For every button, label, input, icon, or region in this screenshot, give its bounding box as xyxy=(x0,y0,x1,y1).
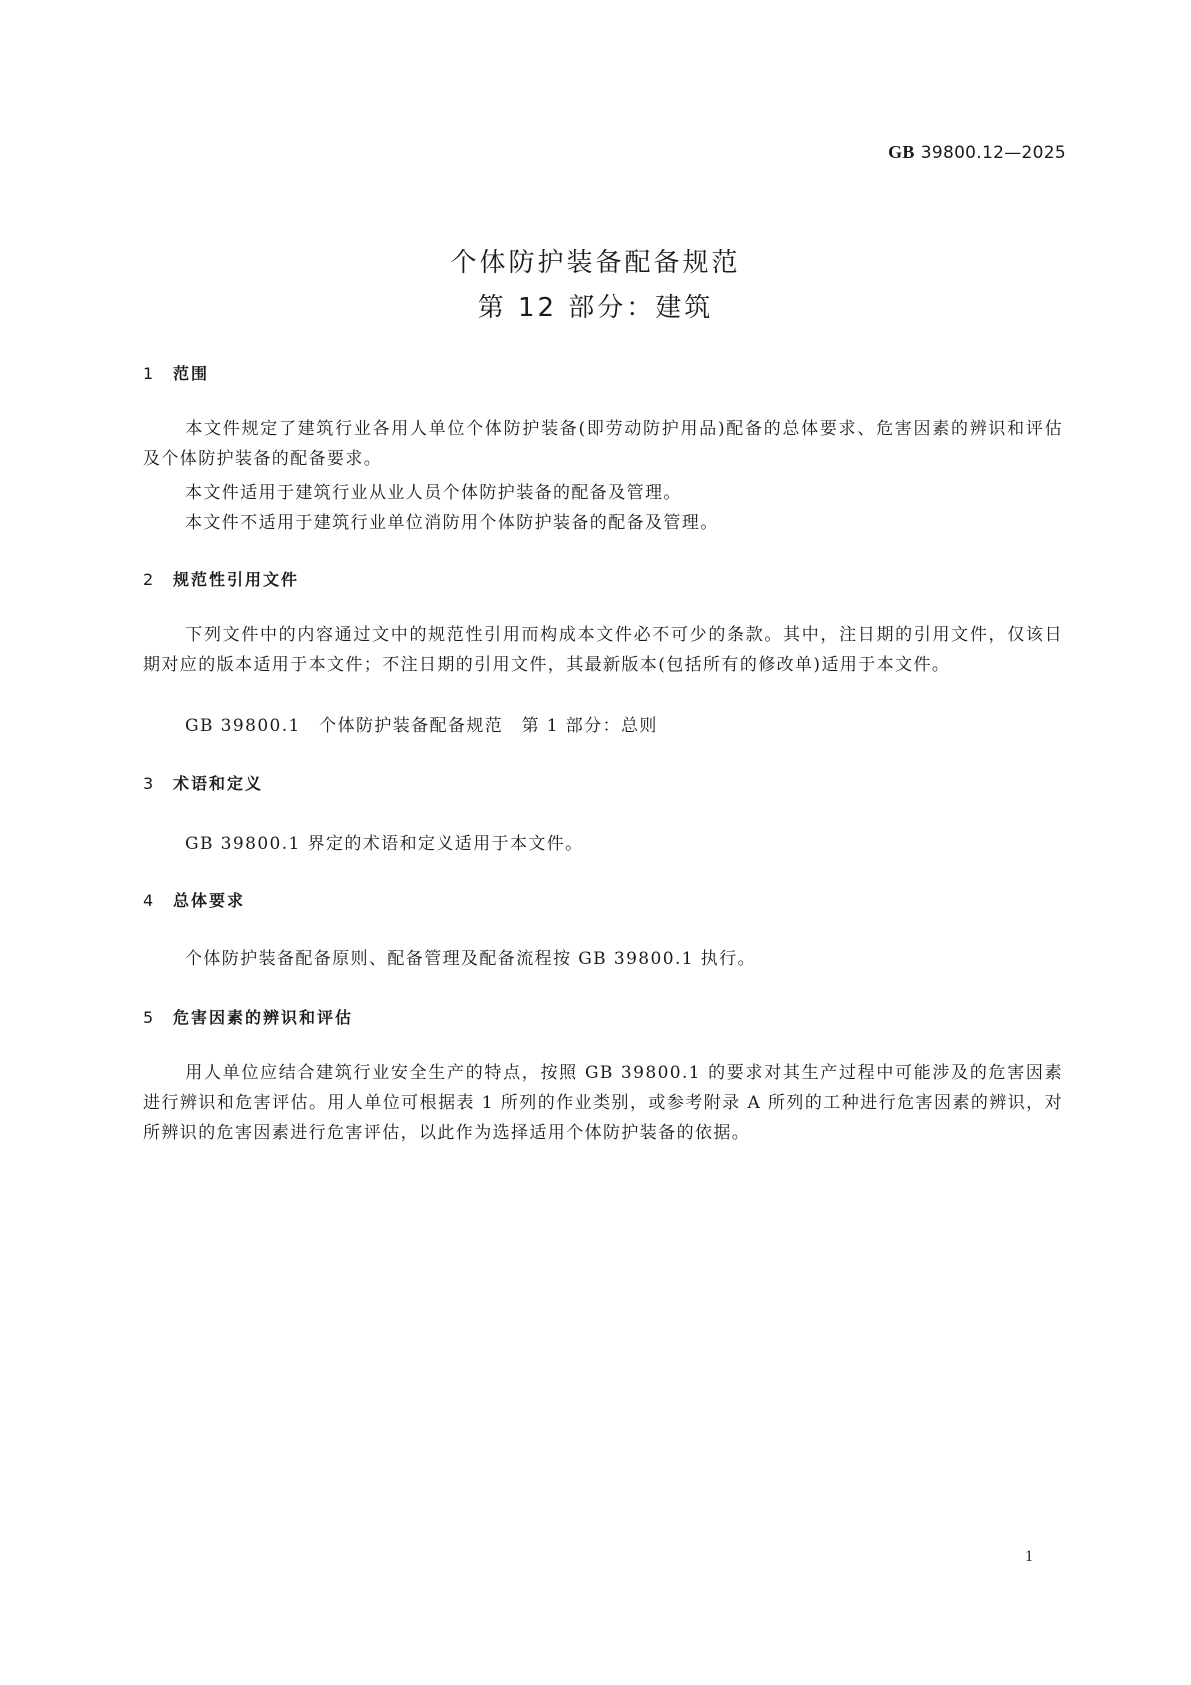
section-number: 3 xyxy=(143,774,156,793)
document-subtitle: 第 12 部分：建筑 xyxy=(477,293,714,323)
page-number: 1 xyxy=(1025,1548,1033,1565)
standard-code xyxy=(888,142,1066,163)
section-number: 5 xyxy=(143,1008,156,1027)
reference-entry: GB 39800.1 个体防护装备配备规范 第 1 部分：总则 xyxy=(185,716,658,736)
section-title: 范围 xyxy=(173,364,210,383)
section-heading-normative-references xyxy=(143,567,299,590)
section-title: 危害因素的辨识和评估 xyxy=(173,1008,354,1027)
section-title: 总体要求 xyxy=(173,891,246,910)
section-heading-general-requirements xyxy=(143,888,245,911)
paragraph: 个体防护装备配备原则、配备管理及配备流程按 GB 39800.1 执行。 xyxy=(185,949,756,969)
standard-number: 39800.12—2025 xyxy=(920,143,1066,163)
document-title: 个体防护装备配备规范 xyxy=(450,248,741,278)
section-heading-scope xyxy=(143,361,209,384)
paragraph: 下列文件中的内容通过文中的规范性引用而构成本文件必不可少的条款。其中，注日期的引用文件，仅该日期对应的版本适用于本文件；不注日期的引用文件，其最新版本(包括所有的修改单)适用于本文件。 xyxy=(143,625,1063,675)
section-title: 规范性引用文件 xyxy=(173,570,300,589)
standard-prefix: GB xyxy=(888,142,915,162)
paragraph: 本文件规定了建筑行业各用人单位个体防护装备(即劳动防护用品)配备的总体要求、危害因素的辨识和评估及个体防护装备的配备要求。 xyxy=(143,419,1063,469)
paragraph: GB 39800.1 界定的术语和定义适用于本文件。 xyxy=(185,834,584,854)
section-number: 2 xyxy=(143,570,156,589)
section-heading-hazard-identification xyxy=(143,1005,353,1028)
paragraph: 本文件适用于建筑行业从业人员个体防护装备的配备及管理。 xyxy=(185,483,682,503)
section-heading-terms xyxy=(143,771,263,794)
paragraph: 本文件不适用于建筑行业单位消防用个体防护装备的配备及管理。 xyxy=(185,513,719,533)
section-title: 术语和定义 xyxy=(173,774,264,793)
paragraph: 用人单位应结合建筑行业安全生产的特点，按照 GB 39800.1 的要求对其生产过程中可能涉及的危害因素进行辨识和危害评估。用人单位可根据表 1 所列的作业类别，或参考附录 A 所列的工种进行危害因素的辨识，对所辨识的危害因素进行危害评估，以此作为选择适用个体防护装备的依据。 xyxy=(143,1063,1063,1143)
section-number: 4 xyxy=(143,891,156,910)
section-number: 1 xyxy=(143,364,156,383)
